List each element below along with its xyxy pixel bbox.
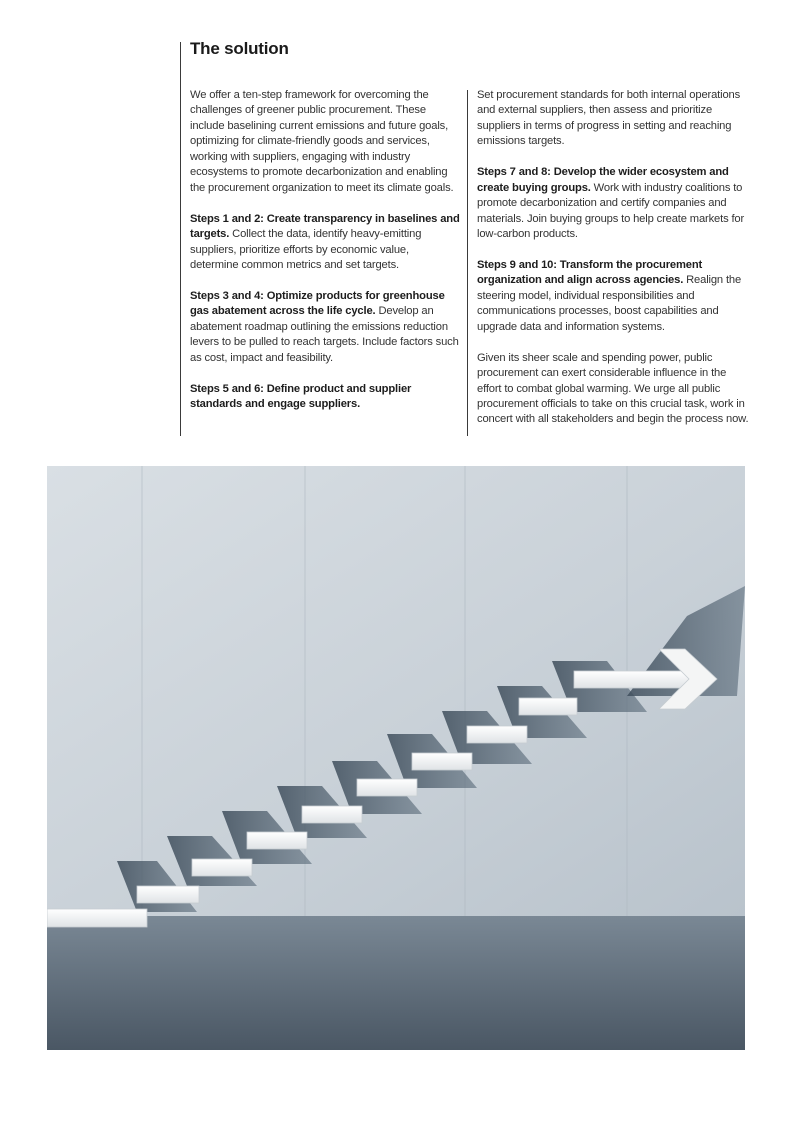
staircase-arrow-photo — [47, 466, 745, 1050]
closing-paragraph: Given its sheer scale and spending power, public procurement can exert considerable influence in the effort to combat global warming. We urge all public procurement officials to take on this crucial task, work in concert with all stakeholders and begin the process now. — [477, 351, 749, 426]
section-title: The solution — [190, 39, 289, 58]
section-rule — [180, 42, 181, 436]
steps-7-8-body: Work with industry coalitions to promote decarbonization and certify companies and materials. Join buying groups to help create markets for low-carbon products. — [477, 181, 745, 241]
steps-9-10-heading: Steps 9 and 10: Transform the procurement organization and align across agencies. — [477, 258, 703, 287]
steps-1-2-paragraph — [190, 212, 460, 274]
steps-5-6-paragraph — [190, 382, 460, 413]
steps-7-8-heading: Steps 7 and 8: Develop the wider ecosystem and create buying groups. — [477, 166, 729, 194]
photo-floor — [47, 916, 745, 1050]
left-column — [190, 88, 460, 428]
steps-1-2-body: Collect the data, identify heavy-emitting suppliers, prioritize efforts by economic value, determine common metrics and set targets. — [190, 228, 422, 271]
steps-3-4-paragraph — [190, 289, 460, 366]
steps-3-4-body: Develop an abatement roadmap outlining the emissions reduction levers to be pulled to reach targets. Include factors such as cost, impact and feasibility. — [190, 305, 459, 364]
steps-5-6-heading: Steps 5 and 6: Define product and supplier standards and engage suppliers. — [190, 382, 412, 411]
steps-7-8-paragraph — [477, 165, 749, 242]
steps-9-10-paragraph — [477, 258, 749, 335]
steps-5-6-continued: Set procurement standards for both internal operations and external suppliers, then assess and prioritize suppliers in terms of progress in setting and reaching emissions targets. — [477, 89, 741, 148]
right-column — [477, 88, 749, 443]
steps-9-10-body: Realign the steering model, individual responsibilities and communications processes, boost capabilities and upgrade data and information systems. — [477, 274, 742, 333]
intro-paragraph: We offer a ten-step framework for overcoming the challenges of greener public procurement. These include baselining current emissions and future goals, optimizing for climate-friendly goods and services, working with suppliers, engaging with industry ecosystems to promote decarbonization and enabling the procurement organization to meet its climate goals. — [190, 89, 454, 194]
column-divider — [467, 90, 468, 436]
steps-3-4-heading: Steps 3 and 4: Optimize products for greenhouse gas abatement across the life cycle. — [190, 289, 445, 318]
steps-1-2-heading: Steps 1 and 2: Create transparency in baselines and targets. — [190, 212, 460, 241]
